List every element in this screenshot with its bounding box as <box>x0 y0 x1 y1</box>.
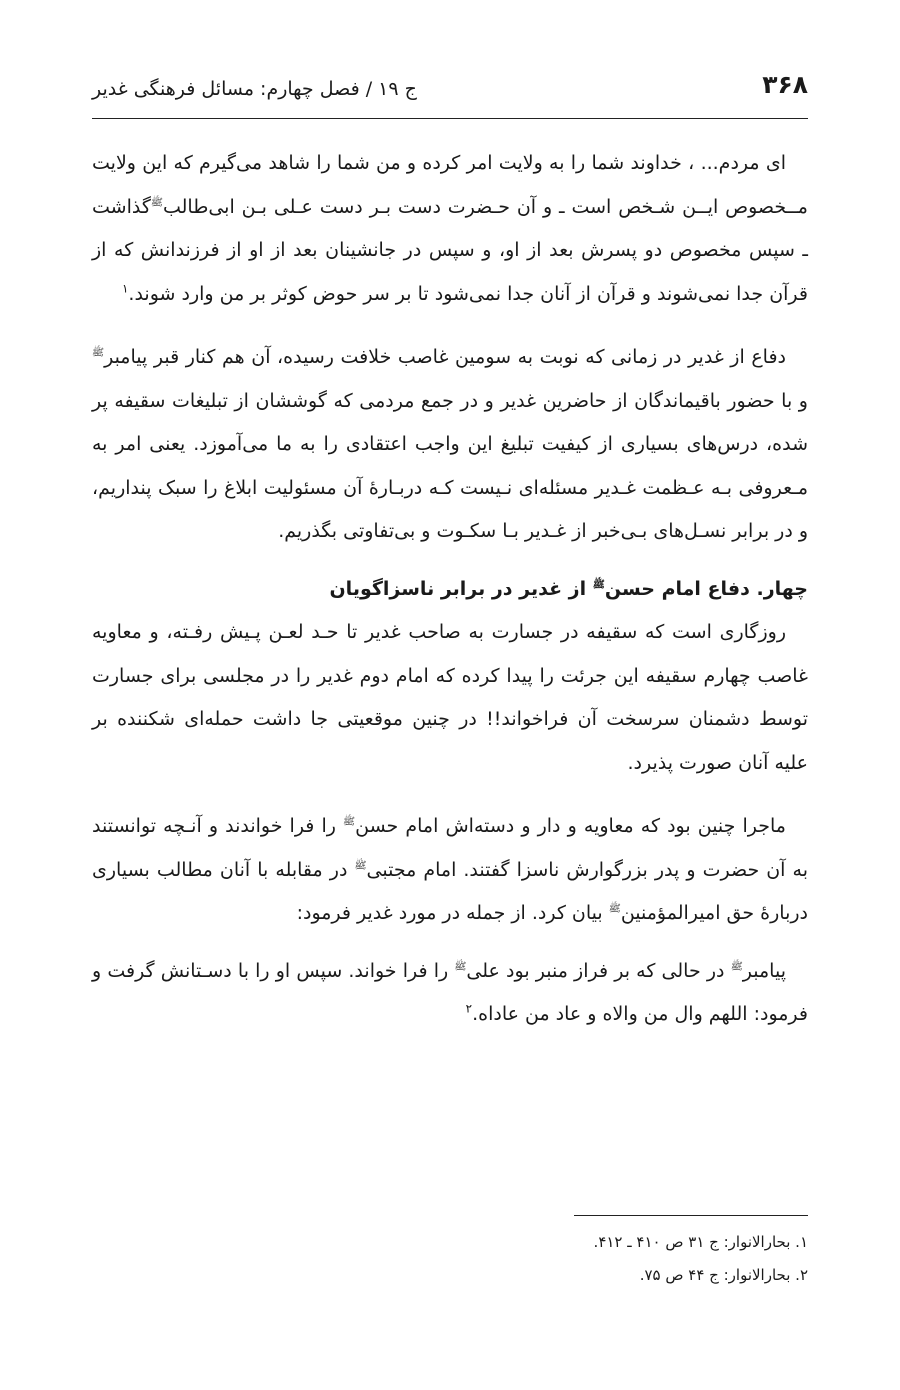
paragraph-3 <box>92 611 808 785</box>
honorific-mark: ﷺ <box>343 816 356 828</box>
page-number: ۳۶۸ <box>762 70 808 99</box>
paragraph-2-text-b: و با حضور باقیماندگان از حاضرین غدیر و در جمع مردمی که گوششان از تبلیغات سقیفه پر شده، درس‌های بسیاری از کیفیت تبلیغ این واجب اعتقادی را به ما می‌آموزد. یعنی امر به مـعروفی بـه عـظمت غـدیر مسئله‌ای نـیست کـه دربـارهٔ آن مسئولیت ابلاغ را سبک پنداریم، و در برابر نسـل‌های بـی‌خبر از غـدیر بـا سکـوت و بی‌تفاوتی بگذریم. <box>92 389 808 542</box>
paragraph-5 <box>92 950 808 1037</box>
honorific-mark: ﷺ <box>608 903 621 915</box>
paragraph-3-text: روزگاری است که سقیفه در جسارت به صاحب غدیر تا حـد لعـن پـیش رفـته، و معاویه غاصب چهارم سقیفه این جرئت را پیدا کرده که امام دوم غدیر را در مجلسی برای جسارت توسط دشمنان سرسخت آن فراخواند!! در چنین موقعیتی جا داشت حمله‌ای شکننده بر علیه آنان صورت پذیرد. <box>92 621 808 774</box>
honorific-mark: ﷺ <box>354 860 367 872</box>
honorific-mark: ﷺ <box>730 961 743 973</box>
honorific-mark: ﷺ <box>454 961 467 973</box>
footnotes <box>92 1226 808 1292</box>
section-heading-text-a: چهار. دفاع امام حسن <box>604 577 808 600</box>
footnote-1: ۱. بحارالانوار: ج ۳۱ ص ۴۱۰ ـ ۴۱۲. <box>593 1233 808 1251</box>
paragraph-2 <box>92 336 808 554</box>
footnote-ref-1[interactable]: ۱ <box>121 281 129 296</box>
paragraph-2-text-a: دفاع از غدیر در زمانی که نوبت به سومین غاصب خلافت رسیده، آن هم کنار قبر پیامبر <box>104 346 786 368</box>
paragraph-1-text-b: گذاشت ـ سپس مخصوص دو پسرش بعد از او، و سپس در جانشینان بعد از او از فرزندانش که از قرآن جدا نمی‌شوند و قرآن از آنان جدا نمی‌شود تا بر سر حوض کوثر بر من وارد شوند. <box>92 195 808 305</box>
paragraph-1-text: ای مردم... ، خداوند شما را به ولایت امر کرده و من شما را شاهد می‌گیرم که این ولایت مــخصوص ایــن شـخص است ـ و آن حـضرت دست بـر دست عـلی بـن ابی‌طالب <box>92 152 808 218</box>
paragraph-4-text-d: بیان کرد. از جمله در مورد غدیر فرمود: <box>296 902 603 924</box>
book-page <box>92 0 808 1390</box>
paragraph-5-text-c: را فرا خواند. سپس او را با دسـتانش گرفت و فرمود: اللهم وال من والاه و عاد من عاداه. <box>92 959 808 1025</box>
section-heading-text-b: از غدیر در برابر ناسزاگویان <box>329 577 587 600</box>
paragraph-1 <box>92 142 808 316</box>
honorific-mark: ﷺ <box>150 197 163 209</box>
honorific-mark: ﷺ <box>592 579 605 591</box>
paragraph-4-text-a: ماجرا چنین بود که معاویه و دار و دسته‌اش امام حسن <box>355 815 786 837</box>
paragraph-4-text-b: را فرا خواندند و آنـچه توانستند به آن حضرت و پدر بزرگوارش ناسزا گفتند. امام مجتبی <box>92 815 808 881</box>
chapter-title: ج ۱۹ / فصل چهارم: مسائل فرهنگی غدیر <box>92 78 417 100</box>
honorific-mark: ﷺ <box>92 347 105 359</box>
paragraph-5-text-b: در حالی که بر فراز منبر بود علی <box>466 959 725 982</box>
paragraph-5-text-a: پیامبر <box>742 959 786 982</box>
running-header <box>92 62 808 119</box>
section-heading <box>92 568 808 612</box>
footnote-2: ۲. بحارالانوار: ج ۴۴ ص ۷۵. <box>639 1266 808 1284</box>
paragraph-4 <box>92 805 808 936</box>
main-text <box>92 142 808 1037</box>
footnote-divider <box>574 1215 808 1216</box>
paragraph-4-text-c: در مقابله با آنان مطالب بسیاری دربارهٔ حق امیرالمؤمنین <box>92 858 808 924</box>
footnote-ref-2[interactable]: ۲ <box>465 1001 473 1016</box>
